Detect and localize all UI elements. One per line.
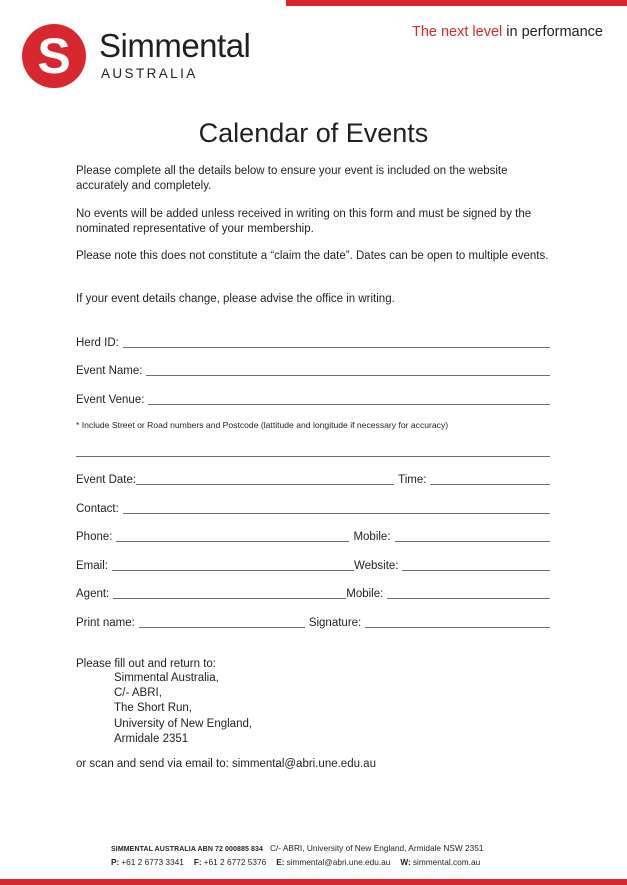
tagline — [412, 24, 603, 40]
tagline-red: The next level — [411, 24, 503, 40]
agent-mobile-label: Mobile: — [346, 588, 384, 600]
email-instruction: or scan and send via email to: simmental@abri.une.edu.au — [76, 758, 376, 770]
email-website-row — [76, 557, 550, 573]
page-title: Calendar of Events — [198, 118, 429, 148]
phone-label: Phone: — [76, 531, 113, 543]
footer-web-label: W: — [400, 857, 411, 867]
intro-paragraph-2: No events will be added unless received in writing on this form and must be signed by the nominated representative of your membership. — [76, 208, 532, 235]
footer-company-line — [111, 843, 483, 855]
agent-mobile-line[interactable] — [387, 598, 550, 599]
return-heading: Please fill out and return to: — [76, 658, 216, 670]
signature-line[interactable] — [365, 627, 550, 628]
event-venue-field[interactable] — [76, 391, 550, 407]
brand-country: AUSTRALIA — [101, 66, 198, 81]
address-line: C/- ABRI, — [114, 687, 162, 700]
return-address — [114, 671, 252, 747]
bottom-accent-bar — [0, 879, 627, 885]
phone-mobile-row — [76, 528, 550, 544]
herd-id-label: Herd ID: — [76, 337, 119, 349]
mobile-line[interactable] — [395, 541, 550, 542]
top-accent-bar — [286, 0, 627, 6]
venue-note: * Include Street or Road numbers and Postcode (lattitude and longitude if necessary for accuracy) — [76, 420, 449, 430]
agent-line[interactable] — [113, 598, 346, 599]
simmental-logo — [22, 24, 262, 88]
footer-company: SIMMENTAL AUSTRALIA ABN 72 000885 834 — [111, 846, 264, 853]
email-label: Email: — [76, 560, 108, 572]
footer-address: C/- ABRI, University of New England, Armidale NSW 2351 — [269, 843, 484, 853]
print-name-line[interactable] — [139, 627, 305, 628]
address-line: The Short Run, — [114, 702, 192, 715]
print-name-signature-row — [76, 614, 550, 630]
signature-label: Signature: — [308, 617, 362, 629]
footer-phone-label: P: — [111, 857, 120, 867]
agent-label: Agent: — [76, 588, 110, 600]
tagline-dark: in performance — [502, 24, 603, 40]
website-line[interactable] — [402, 570, 550, 571]
address-line: University of New England, — [114, 717, 253, 730]
intro-paragraph-1: Please complete all the details below to ensure your event is included on the website accurately and completely. — [76, 165, 508, 192]
website-label: Website: — [353, 560, 399, 572]
footer-fax: +61 2 6772 5376 — [203, 857, 267, 867]
footer-web: simmental.com.au — [412, 857, 481, 867]
footer-email-label: E: — [276, 857, 285, 867]
time-label: Time: — [398, 474, 427, 486]
time-line[interactable] — [430, 484, 550, 485]
mobile-label: Mobile: — [353, 531, 391, 543]
agent-mobile-row — [76, 585, 550, 601]
footer-fax-label: F: — [193, 857, 202, 867]
herd-id-field[interactable] — [76, 334, 550, 350]
phone-line[interactable] — [116, 541, 349, 542]
event-name-line[interactable] — [146, 375, 550, 376]
event-date-label: Event Date: — [76, 474, 137, 486]
contact-line[interactable] — [123, 513, 550, 514]
intro-paragraph-4: If your event details change, please advise the office in writing. — [76, 293, 395, 305]
email-line[interactable] — [112, 570, 354, 571]
venue-extra-line[interactable] — [76, 456, 550, 457]
contact-label: Contact: — [76, 503, 119, 515]
contact-field[interactable] — [76, 500, 550, 516]
brand-name: Simmental — [99, 27, 251, 64]
logo-letter: S — [37, 28, 71, 84]
event-date-time-row — [76, 471, 550, 487]
footer-phone: +61 2 6773 3341 — [121, 857, 184, 867]
address-line: Armidale 2351 — [114, 732, 189, 745]
event-date-line[interactable] — [136, 484, 394, 485]
intro-paragraph-3: Please note this does not constitute a “claim the date”. Dates can be open to multiple events. — [76, 250, 549, 262]
footer-email: simmental@abri.une.edu.au — [286, 857, 391, 867]
footer-contact-line — [111, 857, 480, 867]
event-venue-label: Event Venue: — [76, 394, 145, 406]
event-name-field[interactable] — [76, 362, 550, 378]
address-line: Simmental Australia, — [114, 672, 219, 684]
print-name-label: Print name: — [76, 617, 135, 629]
event-venue-line[interactable] — [148, 404, 550, 405]
event-name-label: Event Name: — [76, 365, 143, 377]
herd-id-line[interactable] — [123, 347, 550, 348]
